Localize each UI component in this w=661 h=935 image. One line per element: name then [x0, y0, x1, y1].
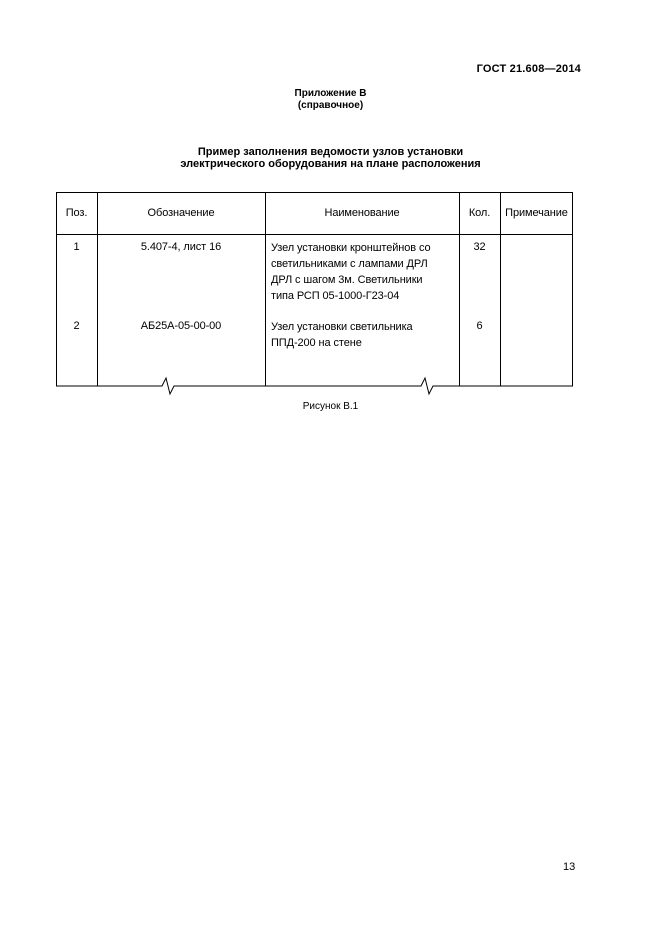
row-2-qty: 6 [476, 320, 483, 332]
row-2-name-line: ППД-200 на стене [271, 337, 362, 349]
row-1-designation: 5.407-4, лист 16 [140, 241, 222, 253]
header-name: Наименование [324, 207, 400, 219]
appendix-note: (справочное) [297, 100, 364, 111]
break-line [56, 378, 573, 394]
appendix-title: Приложение В [294, 88, 367, 99]
row-1-name-line: светильниками с лампами ДРЛ [271, 258, 428, 270]
row-2-name [271, 319, 457, 351]
figure-caption: Рисунок В.1 [302, 401, 359, 412]
header-note: Примечание [505, 207, 568, 219]
row-1-name-line: Узел установки кронштейнов со [271, 242, 431, 254]
appendix-heading [0, 88, 661, 112]
document-code: ГОСТ 21.608—2014 [476, 63, 581, 75]
header-designation: Обозначение [147, 207, 215, 219]
header-pos: Поз. [65, 207, 88, 219]
page-number: 13 [563, 861, 576, 873]
row-2-designation: АБ25А-05-00-00 [140, 320, 222, 332]
row-1-name-line: ДРЛ с шагом 3м. Светильники [271, 274, 423, 286]
figure-title-line-1: Пример заполнения ведомости узлов установки [197, 146, 464, 158]
row-1-name [271, 240, 457, 304]
header-qty: Кол. [468, 207, 491, 219]
row-1-name-line: типа РСП 05-1000-Г23-04 [271, 290, 400, 302]
row-2-name-line: Узел установки светильника [271, 321, 413, 333]
figure-title [0, 146, 661, 170]
row-1-qty: 32 [473, 241, 486, 253]
figure-title-line-2: электрического оборудования на плане расположения [180, 158, 481, 170]
schedule-table [56, 192, 573, 397]
row-2-pos: 2 [73, 320, 80, 332]
row-1-pos: 1 [73, 241, 80, 253]
